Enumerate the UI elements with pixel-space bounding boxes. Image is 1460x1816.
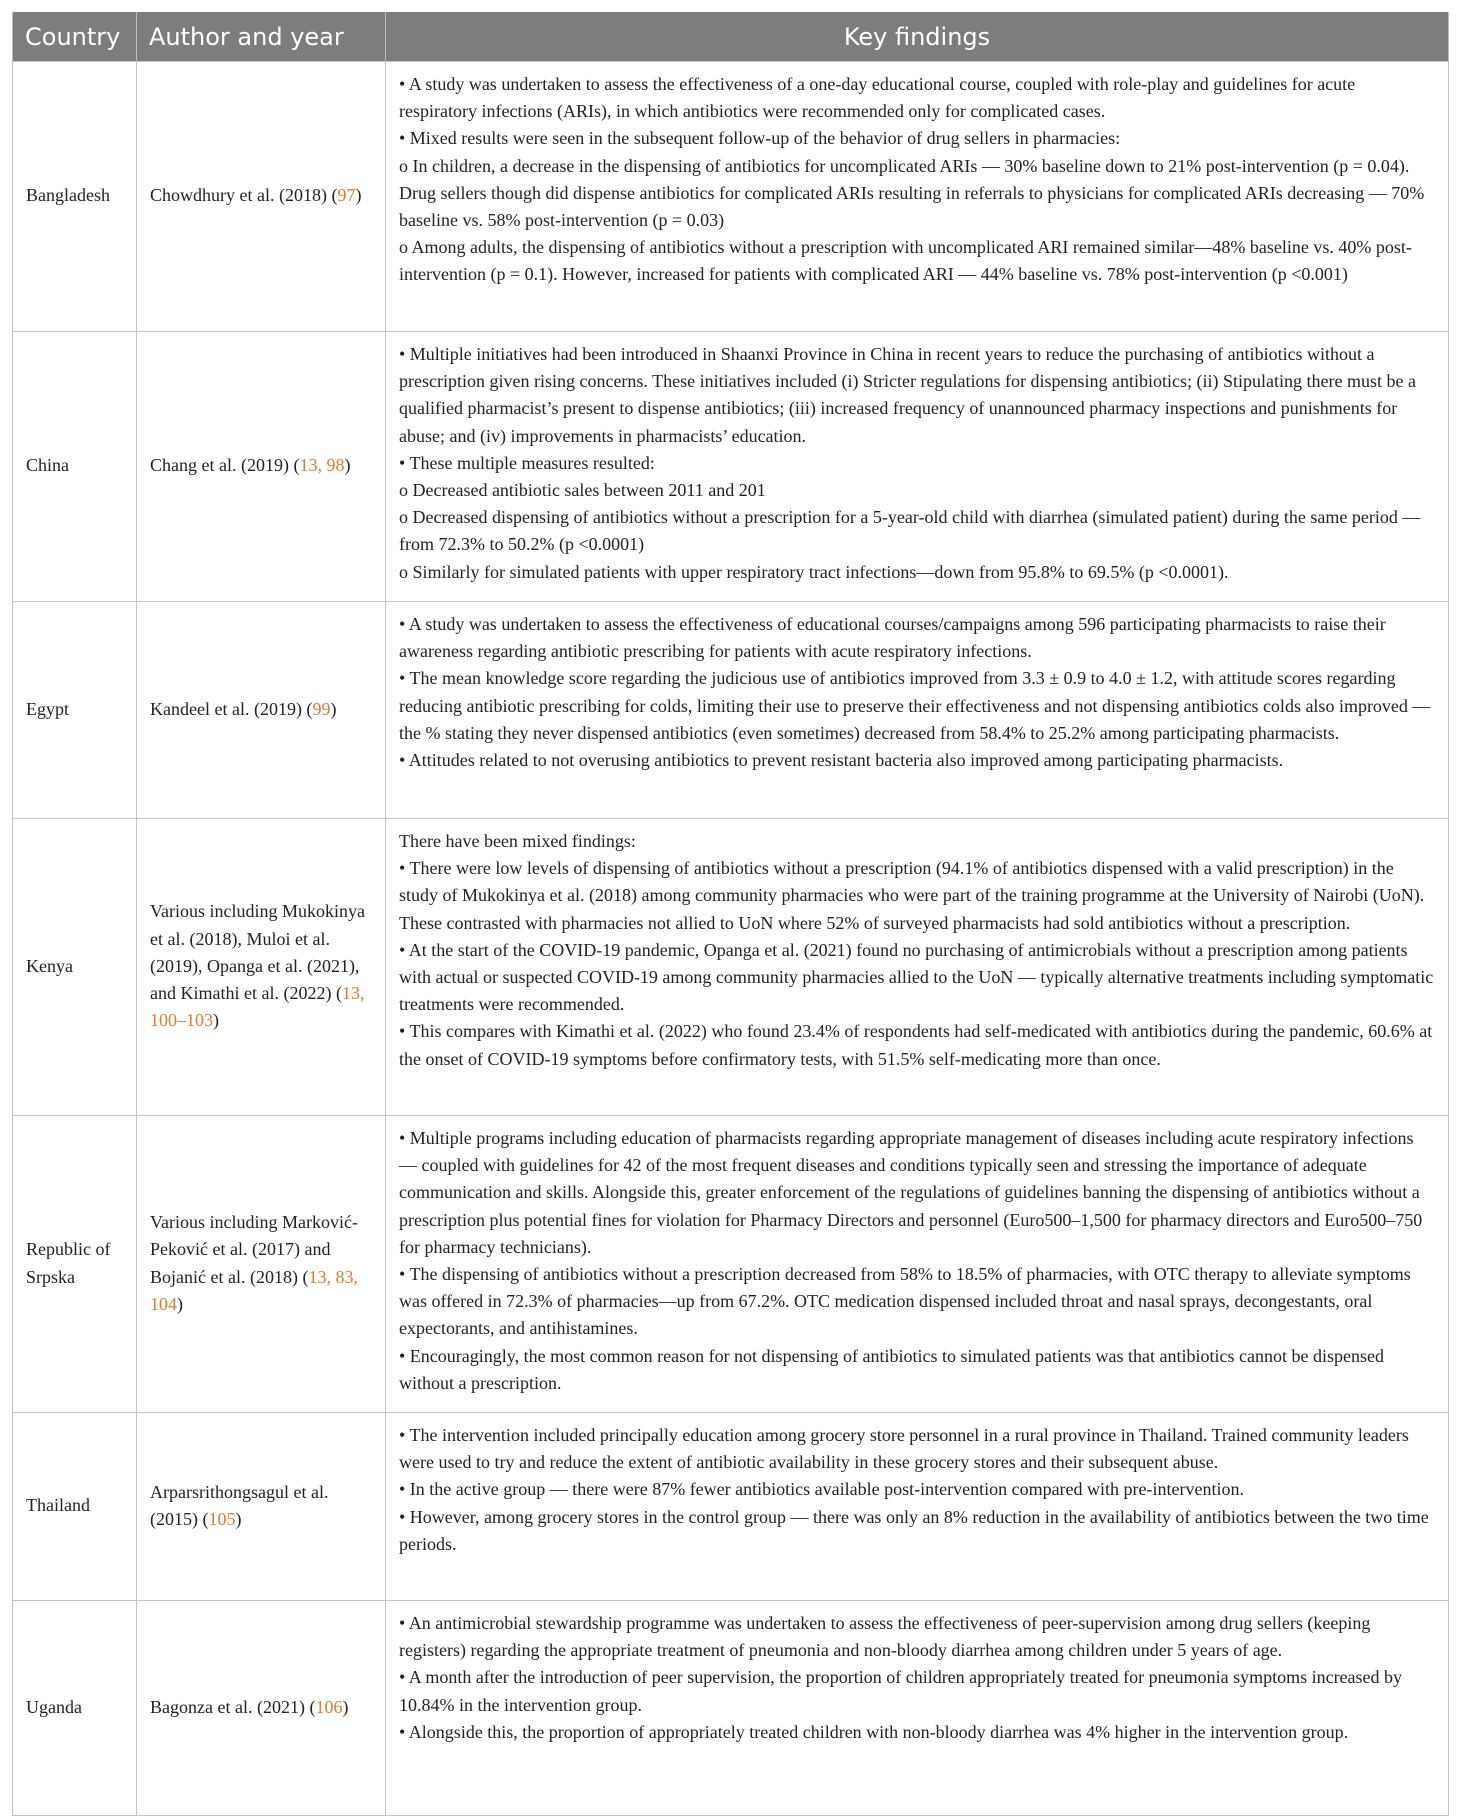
country-cell: China <box>13 332 137 602</box>
author-cell <box>137 602 386 819</box>
header-key-findings: Key findings <box>386 12 1449 62</box>
header-country: Country <box>13 12 137 62</box>
country-cell: Thailand <box>13 1413 137 1601</box>
finding-line: • An antimicrobial stewardship programme was undertaken to assess the effectiveness of peer-supervision among drug sellers (keeping registers) regarding the appropriate treatment of pneumonia and non-bloody diarrhea among children under 5 years of age. <box>399 1613 1371 1661</box>
header-author-year: Author and year <box>137 12 386 62</box>
author-cell <box>137 332 386 602</box>
finding-line: • However, among grocery stores in the control group — there was only an 8% reduction in the availability of antibiotics between the two time periods. <box>399 1506 1429 1554</box>
finding-line: • This compares with Kimathi et al. (2022) who found 23.4% of respondents had self-medicated with antibiotics during the pandemic, 60.6% at the onset of COVID-19 symptoms before confirmatory tests, with 51.5% self-medicating more than once. <box>399 1021 1433 1069</box>
table-header <box>13 12 1449 62</box>
findings-table-container <box>12 12 1448 1816</box>
country-cell: Bangladesh <box>13 62 137 332</box>
findings-cell <box>386 1116 1449 1413</box>
reference-link[interactable]: 13, 83, 104 <box>150 1266 358 1314</box>
finding-line: o Among adults, the dispensing of antibiotics without a prescription with uncomplicated ARI remained similar—48% baseline vs. 40% post-intervention (p = 0.1). However, increased for patients with complicated ARI — 44% baseline vs. 78% post-intervention (p <0.001) <box>399 237 1412 285</box>
finding-line: • The intervention included principally education among grocery store personnel in a rural province in Thailand. Trained community leaders were used to try and reduce the extent of antibiotic availability in these grocery stores and their subsequent abuse. <box>399 1425 1409 1473</box>
reference-link[interactable]: 106 <box>315 1696 343 1717</box>
finding-line: o Similarly for simulated patients with upper respiratory tract infections—down from 95.8% to 69.5% (p <0.0001). <box>399 561 1229 582</box>
country-cell: Kenya <box>13 819 137 1116</box>
table-row <box>13 1601 1449 1816</box>
author-text: Various including Mukokinya et al. (2018), Muloi et al. (2019), Opanga et al. (2021), and Kimathi et al. (2022) ( <box>150 901 365 1004</box>
author-close: ) <box>177 1293 183 1314</box>
finding-line: • The dispensing of antibiotics without a prescription decreased from 58% to 18.5% of pharmacies, with OTC therapy to alleviate symptoms was offered in 72.3% of pharmacies—up from 67.2%. OTC medication dispensed included throat and nasal sprays, decongestants, oral expectorants, and antihistamines. <box>399 1264 1411 1339</box>
table-row <box>13 332 1449 602</box>
finding-line: • Attitudes related to not overusing antibiotics to prevent resistant bacteria also improved among participating pharmacists. <box>399 750 1284 771</box>
reference-link[interactable]: 99 <box>312 698 331 719</box>
country-cell: Republic of Srpska <box>13 1116 137 1413</box>
finding-line: • In the active group — there were 87% fewer antibiotics available post-intervention compared with pre-intervention. <box>399 1479 1244 1500</box>
table-body <box>13 62 1449 1816</box>
table-row <box>13 602 1449 819</box>
header-row <box>13 12 1449 62</box>
author-cell <box>137 1116 386 1413</box>
findings-cell <box>386 819 1449 1116</box>
author-text: Chang et al. (2019) ( <box>150 455 300 476</box>
findings-cell <box>386 1601 1449 1816</box>
reference-link[interactable]: 13, 100–103 <box>150 983 365 1031</box>
table-row <box>13 1116 1449 1413</box>
finding-line: • Multiple programs including education of pharmacists regarding appropriate management of diseases including acute respiratory infections — coupled with guidelines for 42 of the most frequent diseases and conditions typically seen and stressing the importance of adequate communication and skills. Alongside this, greater enforcement of the regulations of guidelines banning the dispensing of antibiotics without a prescription plus potential fines for violation for Pharmacy Directors and personnel (Euro500–1,500 for pharmacy directors and Euro500–750 for pharmacy technicians). <box>399 1128 1423 1257</box>
finding-line: • Alongside this, the proportion of appropriately treated children with non-bloody diarrhea was 4% higher in the intervention group. <box>399 1721 1349 1742</box>
country-cell: Egypt <box>13 602 137 819</box>
author-text: Various including Marković-Peković et al. (2017) and Bojanić et al. (2018) ( <box>150 1212 358 1287</box>
finding-line: o Decreased antibiotic sales between 2011 and 201 <box>399 480 766 501</box>
author-close: ) <box>213 1010 219 1031</box>
finding-line: • There were low levels of dispensing of antibiotics without a prescription (94.1% of antibiotics dispensed with a valid prescription) in the study of Mukokinya et al. (2018) among community pharmacies who were part of the training programme at the University of Nairobi (UoN). These contrasted with pharmacies not allied to UoN where 52% of surveyed pharmacists had sold antibiotics without a prescription. <box>399 858 1425 933</box>
findings-cell <box>386 62 1449 332</box>
author-close: ) <box>330 698 337 719</box>
finding-line: • The mean knowledge score regarding the judicious use of antibiotics improved from 3.3 ± 0.9 to 4.0 ± 1.2, with attitude scores regarding reducing antibiotic prescribing for colds, limiting their use to preserve their effectiveness and not dispensing antibiotics colds also improved — the % stating they never dispensed antibiotics (even sometimes) decreased from 58.4% to 25.2% among participating pharmacists. <box>399 668 1431 743</box>
reference-link[interactable]: 97 <box>337 185 356 206</box>
author-text: Bagonza et al. (2021) ( <box>150 1696 316 1717</box>
author-cell <box>137 62 386 332</box>
author-close: ) <box>342 1696 349 1717</box>
finding-line: There have been mixed findings: <box>399 831 636 851</box>
author-cell <box>137 1413 386 1601</box>
author-text: Chowdhury et al. (2018) ( <box>150 185 338 206</box>
finding-line: • These multiple measures resulted: <box>399 452 655 473</box>
author-text: Kandeel et al. (2019) ( <box>150 698 313 719</box>
author-text: Arparsrithongsagul et al. (2015) ( <box>150 1481 329 1529</box>
table-row <box>13 819 1449 1116</box>
country-cell: Uganda <box>13 1601 137 1816</box>
finding-line: o Decreased dispensing of antibiotics without a prescription for a 5-year-old child with diarrhea (simulated patient) during the same period — from 72.3% to 50.2% (p <0.0001) <box>399 507 1421 555</box>
findings-cell <box>386 1413 1449 1601</box>
finding-line: • Mixed results were seen in the subsequent follow-up of the behavior of drug sellers in pharmacies: <box>399 128 1121 149</box>
author-close: ) <box>355 185 362 206</box>
table-row <box>13 62 1449 332</box>
finding-line: • Encouragingly, the most common reason for not dispensing of antibiotics to simulated patients was that antibiotics cannot be dispensed without a prescription. <box>399 1345 1384 1393</box>
reference-link[interactable]: 105 <box>208 1509 236 1529</box>
findings-cell <box>386 332 1449 602</box>
finding-line: • At the start of the COVID-19 pandemic, Opanga et al. (2021) found no purchasing of antimicrobials without a prescription among patients with actual or suspected COVID-19 among community pharmacies allied to the UoN — typically alternative treatments including symptomatic treatments were recommended. <box>399 939 1434 1015</box>
finding-line: • A study was undertaken to assess the effectiveness of a one-day educational course, coupled with role-play and guidelines for acute respiratory infections (ARIs), in which antibiotics were recommended only for complicated cases. <box>399 74 1356 122</box>
findings-table <box>12 12 1449 1816</box>
finding-line: • A month after the introduction of peer supervision, the proportion of children appropriately treated for pneumonia symptoms increased by 10.84% in the intervention group. <box>399 1667 1403 1715</box>
finding-line: o In children, a decrease in the dispensing of antibiotics for uncomplicated ARIs — 30% baseline down to 21% post-intervention (p = 0.04). Drug sellers though did dispense antibiotics for complicated ARIs resulting in referrals to physicians for complicated ARIs decreasing — 70% baseline vs. 58% post-intervention (p = 0.03) <box>399 155 1425 231</box>
author-close: ) <box>344 455 351 476</box>
finding-line: • A study was undertaken to assess the effectiveness of educational courses/campaigns among 596 participating pharmacists to raise their awareness regarding antibiotic prescribing for patients with acute respiratory infections. <box>399 614 1386 662</box>
reference-link[interactable]: 13, 98 <box>299 455 345 476</box>
author-close: ) <box>235 1509 242 1529</box>
author-cell <box>137 1601 386 1816</box>
table-row <box>13 1413 1449 1601</box>
author-cell <box>137 819 386 1116</box>
findings-cell <box>386 602 1449 819</box>
finding-line: • Multiple initiatives had been introduced in Shaanxi Province in China in recent years to reduce the purchasing of antibiotics without a prescription given rising concerns. These initiatives included (i) Stricter regulations for dispensing antibiotics; (ii) Stipulating there must be a qualified pharmacist’s present to dispense antibiotics; (iii) increased frequency of unannounced pharmacy inspections and punishments for abuse; and (iv) improvements in pharmacists’ education. <box>399 344 1416 446</box>
